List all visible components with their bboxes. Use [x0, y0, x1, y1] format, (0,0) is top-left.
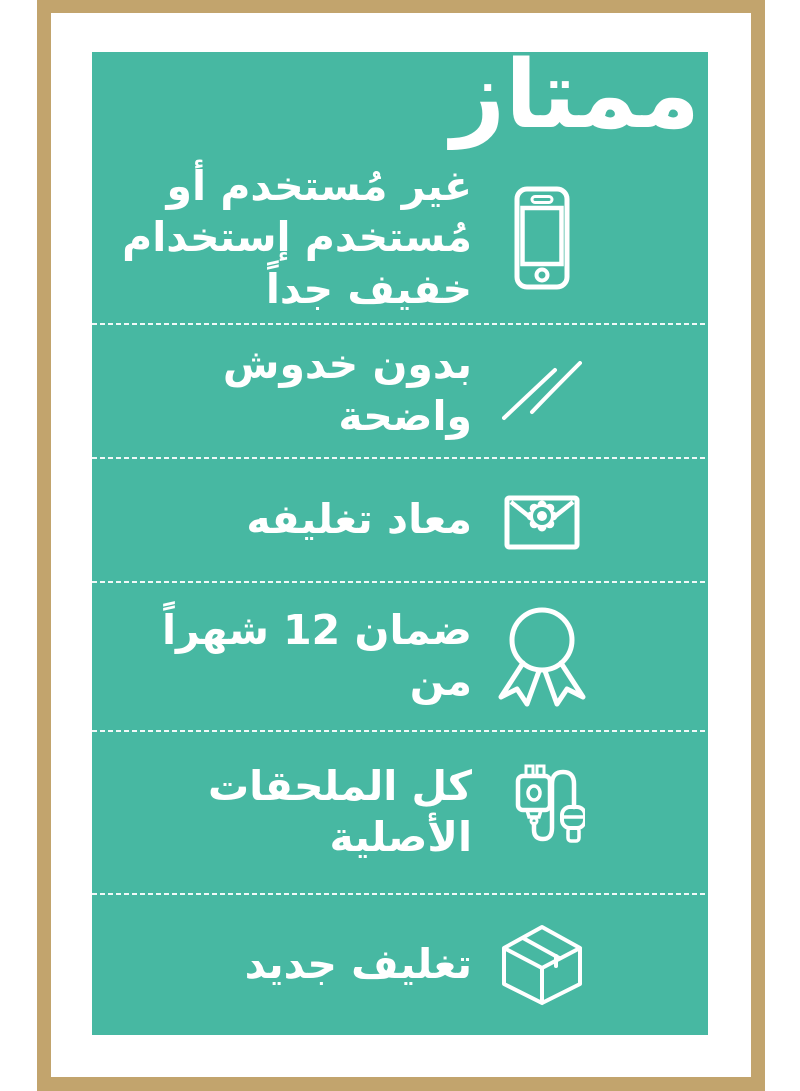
- feature-text-scratches: [118, 339, 472, 442]
- text-line: تغليف جديد: [244, 940, 472, 989]
- text-line: غير مُستخدم أو: [166, 162, 472, 211]
- text-line: من: [409, 657, 472, 705]
- warranty-medal-icon: [494, 605, 590, 707]
- text-line: بدون خدوش: [222, 340, 472, 389]
- seal-rosette: [527, 500, 558, 531]
- feature-row-warranty: [92, 583, 708, 729]
- text-line: معاد تغليفه: [246, 494, 472, 543]
- text-line: مُستخدم إستخدام: [122, 213, 472, 262]
- sealed-envelope-icon: [494, 489, 590, 551]
- page-title: [92, 41, 708, 154]
- feature-row-repackaged: [92, 459, 708, 580]
- text-line: واضحة: [338, 391, 472, 440]
- feature-text-condition: [118, 161, 472, 315]
- feature-row-condition: [92, 154, 708, 322]
- text-line: كل الملحقات: [207, 761, 472, 810]
- feature-row-packaging: [92, 895, 708, 1035]
- feature-text-repackaged: [118, 494, 472, 545]
- smartphone-icon: [494, 186, 590, 290]
- usb-cable-icon: [494, 760, 590, 864]
- feature-text-packaging: [118, 939, 472, 990]
- text-line: الأصلية: [329, 813, 472, 861]
- teal-panel: [92, 41, 708, 1035]
- feature-text-warranty: [118, 605, 472, 708]
- feature-text-accessories: [118, 761, 472, 864]
- page-title-text: ممتاز: [451, 41, 700, 150]
- scratches-icon: [494, 361, 590, 421]
- text-line: ضمان 12 شهراً: [161, 605, 472, 654]
- feature-row-accessories: [92, 732, 708, 892]
- text-line: خفيف جداً: [265, 264, 472, 313]
- feature-row-scratches: [92, 325, 708, 456]
- package-box-icon: [494, 923, 590, 1007]
